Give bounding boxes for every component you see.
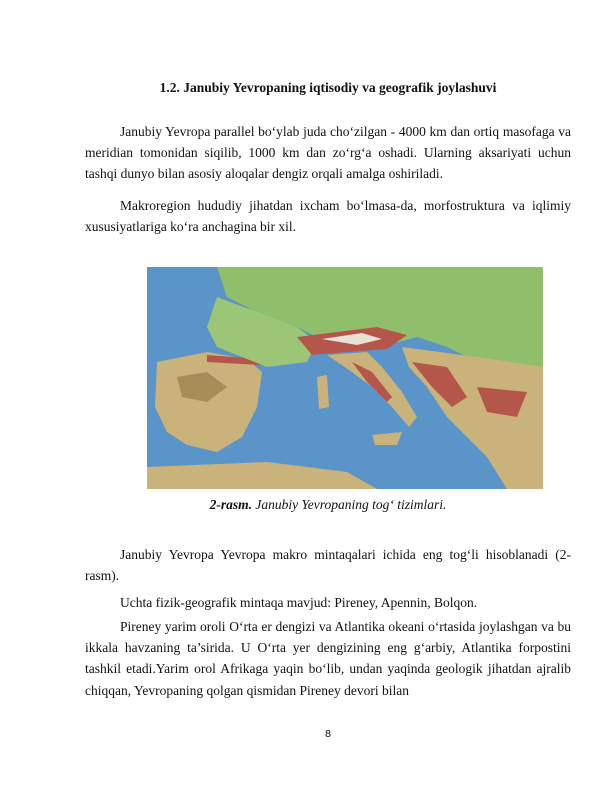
relief-map-image (147, 267, 543, 489)
figure-caption (85, 497, 571, 513)
section-heading: 1.2. Janubiy Yevropaning iqtisodiy va geografik joylashuvi (159, 80, 497, 95)
page-number: 8 (324, 729, 332, 740)
paragraph-4: Uchta fizik-geografik mintaqa mavjud: Pireney, Apennin, Bolqon. (120, 595, 478, 610)
paragraph-3: Janubiy Yevropa Yevropa makro mintaqalari ichida eng tog‘li hisoblanadi (2-rasm). (85, 547, 571, 584)
paragraph-1: Janubiy Yevropa parallel bo‘ylab juda cho‘zilgan - 4000 km dan ortiq masofaga va meridian tomonidan siqilib, 1000 km dan zo‘rg‘a oshadi. Ularning aksariyati uchun tashqi dunyo bilan asosiy aloqalar dengiz orqali amalga oshiriladi. (85, 124, 571, 182)
paragraph-2: Makroregion hududiy jihatdan ixcham bo‘lmasa-da, morfostruktura va iqlimiy xususiyatlariga ko‘ra anchagina bir xil. (85, 198, 571, 235)
paragraph-5: Pireney yarim oroli O‘rta er dengizi va Atlantika okeani o‘rtasida joylashgan va bu ikkala havzaning ta’sirida. U O‘rta yer dengizining eng g‘arbiy, Atlantika forpostini tashkil etadi.Yarim orol Afrikaga yaqin bo‘lib, undan yaqinda geologik jihatdan ajralib chiqqan, Yevropaning qolgan qismidan Pireney devori bilan (85, 619, 571, 698)
caption-text: Janubiy Yevropaning tog‘ tizimlari. (252, 497, 447, 512)
caption-number: 2-rasm. (209, 497, 252, 512)
map-illustration (147, 267, 543, 489)
